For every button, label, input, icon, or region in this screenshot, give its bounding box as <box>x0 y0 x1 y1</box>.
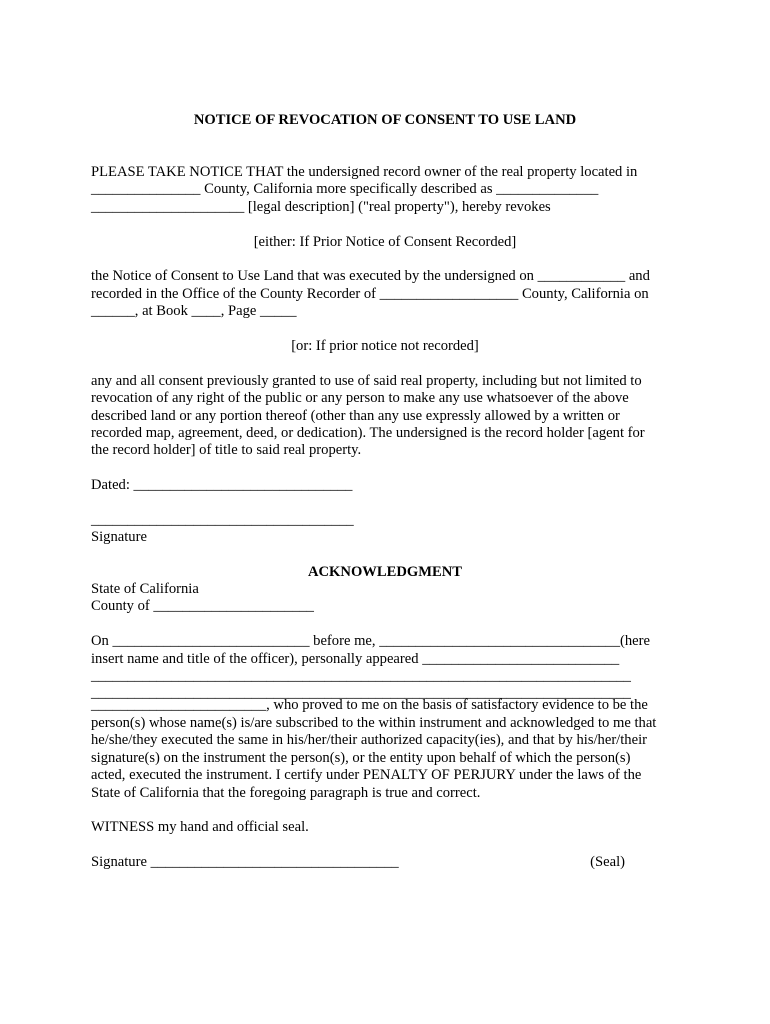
ack-line-10: State of California that the foregoing paragraph is true and correct. <box>91 785 481 801</box>
ack-line-8: signature(s) on the instrument the person(s), or the entity upon behalf of which the person(s) <box>91 750 631 766</box>
ack-line-1: On ___________________________ before me, _________________________________(here <box>91 633 650 649</box>
either-note: [either: If Prior Notice of Consent Recorded] <box>253 234 517 250</box>
ack-line-3: __________________________________________________________________________ <box>91 668 631 684</box>
acknowledgment-heading: ACKNOWLEDGMENT <box>307 564 463 580</box>
intro-line-1: PLEASE TAKE NOTICE THAT the undersigned record owner of the real property located in <box>91 164 638 180</box>
or-note: [or: If prior notice not recorded] <box>291 338 479 354</box>
consent-line-5: the record holder] of title to said real property. <box>91 442 362 458</box>
consent-line-3: described land or any portion thereof (other than any use expressly allowed by a written or <box>91 408 620 424</box>
intro-line-2: _______________ County, California more specifically described as ______________ <box>91 181 599 197</box>
ack-line-9: acted, executed the instrument. I certify under PENALTY OF PERJURY under the laws of the <box>91 767 642 783</box>
ack-line-6: person(s) whose name(s) is/are subscribed to the within instrument and acknowledged to me that <box>91 715 657 731</box>
county-line: County of ______________________ <box>91 598 314 614</box>
state-line: State of California <box>91 581 199 597</box>
consent-line-2: revocation of any right of the public or any person to make any use whatsoever of the above <box>91 390 629 406</box>
prior-notice-line-2: recorded in the Office of the County Recorder of ___________________ County, California on <box>91 286 649 302</box>
signature-label: Signature <box>91 529 147 545</box>
ack-line-2: insert name and title of the officer), personally appeared ___________________________ <box>91 651 620 667</box>
prior-notice-line-1: the Notice of Consent to Use Land that was executed by the undersigned on ____________ and <box>91 268 650 284</box>
witness-line: WITNESS my hand and official seal. <box>91 819 309 835</box>
seal-label: (Seal) <box>590 854 625 870</box>
final-signature-line: Signature __________________________________ <box>91 854 399 870</box>
signature-line: ____________________________________ <box>91 512 354 528</box>
dated-line: Dated: ______________________________ <box>91 477 353 493</box>
consent-line-1: any and all consent previously granted to use of said real property, including but not limited to <box>91 373 642 389</box>
ack-line-4: __________________________________________________________________________ <box>91 685 631 701</box>
ack-line-5: ________________________, who proved to me on the basis of satisfactory evidence to be the <box>91 697 648 713</box>
document-title: NOTICE OF REVOCATION OF CONSENT TO USE LAND <box>193 112 577 128</box>
consent-line-4: recorded map, agreement, deed, or dedication). The undersigned is the record holder [agent for <box>91 425 645 441</box>
ack-line-7: he/she/they executed the same in his/her/their authorized capacity(ies), and that by his/her/their <box>91 732 647 748</box>
prior-notice-line-3: ______, at Book ____, Page _____ <box>91 303 297 319</box>
intro-line-3: _____________________ [legal description] ("real property"), hereby revokes <box>91 199 551 215</box>
